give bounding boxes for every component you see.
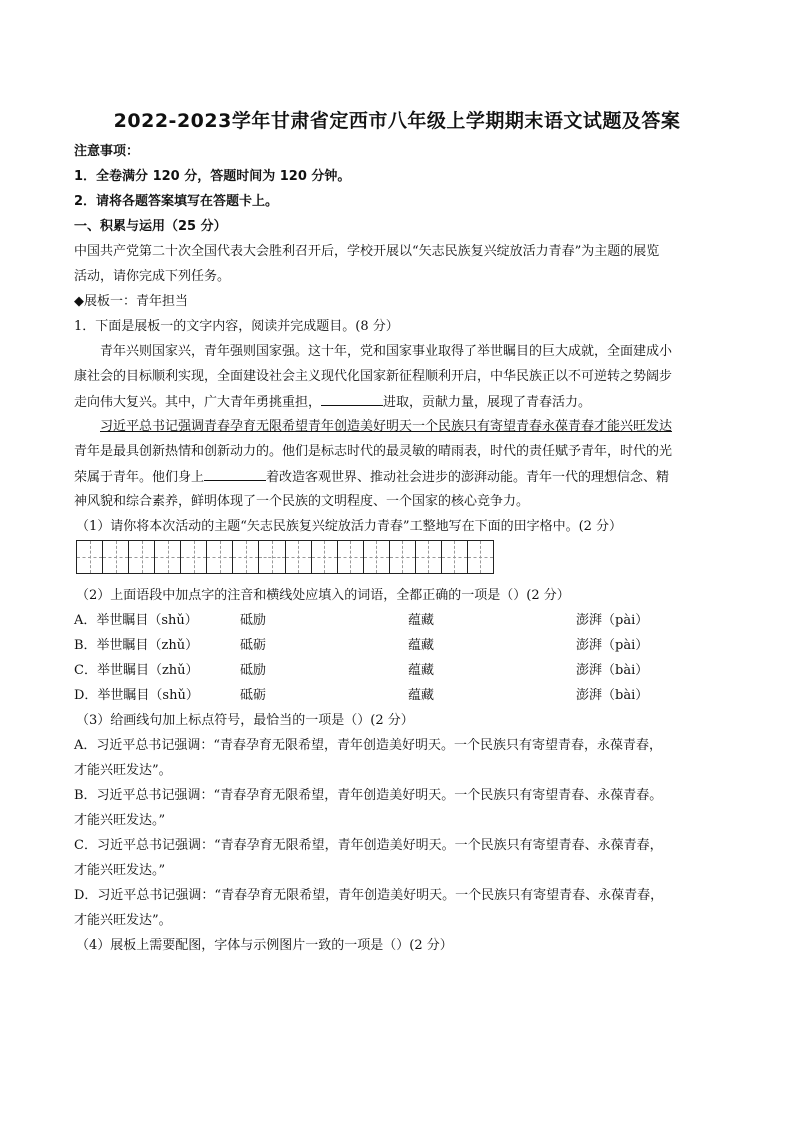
paragraph-2-line-2 [74,468,669,486]
paragraph-2-line-2-start: 荣属于青年。他们身上 [74,470,205,485]
option-d-col-1: D．举世瞩目（shǔ） [74,688,199,703]
grid-cell[interactable] [286,541,312,573]
option-a-col-1: A．举世瞩目（shǔ） [74,613,198,628]
option-c-col-3: 蕴藏 [408,663,435,678]
punctuation-option-c-line-1: C．习近平总书记强调：“青春孕育无限希望，青年创造美好明天。一个民族只有寄望青春、永葆青春， [74,838,663,853]
sub-question-2: （2）上面语段中加点字的注音和横线处应填入的词语，全都正确的一项是（）(2 分） [76,588,570,603]
grid-cell[interactable] [259,541,285,573]
punctuation-option-b-line-1: B．习近平总书记强调：“青春孕育无限希望，青年创造美好明天。一个民族只有寄望青春、永葆青春。 [74,788,663,803]
grid-cell[interactable] [233,541,259,573]
paragraph-2-line-1: 青年是最具创新热情和创新动力的。他们是标志时代的最灵敏的晴雨表，时代的责任赋予青年，时代的光 [74,444,673,459]
punctuation-option-a-line-1: A．习近平总书记强调：“青春孕育无限希望，青年创造美好明天。一个民族只有寄望青春，永葆青春， [74,738,663,753]
punctuation-option-c-line-2: 才能兴旺发达。” [74,863,166,878]
paragraph-1-line-3-end: 进取，贡献力量，展现了青春活力。 [383,395,592,410]
option-a-col-2: 砥励 [240,613,267,628]
paragraph-1-line-2: 康社会的目标顺利实现，全面建设社会主义现代化国家新征程顺利开启，中华民族正以不可逆转之势阔步 [74,369,673,384]
option-d-col-4: 澎湃（bài） [576,688,649,703]
notice-item-2: 2．请将各题答案填写在答题卡上。 [74,194,279,209]
sub-question-1: （1）请你将本次活动的主题“矢志民族复兴绽放活力青春”工整地写在下面的田字格中。(2 分） [76,519,623,534]
grid-cell[interactable] [338,541,364,573]
grid-cell[interactable] [312,541,338,573]
option-b-col-3: 蕴藏 [408,638,435,653]
option-a-col-3: 蕴藏 [408,613,435,628]
option-b-col-2: 砥砺 [240,638,267,653]
option-a-col-4: 澎湃（pài） [576,613,649,628]
paragraph-1-line-1: 青年兴则国家兴，青年强则国家强。这十年，党和国家事业取得了举世瞩目的巨大成就，全面建成小 [100,344,673,359]
tian-zi-grid[interactable] [76,540,494,574]
punctuation-option-b-line-2: 才能兴旺发达。” [74,813,166,828]
sub-question-3: （3）给画线句加上标点符号，最恰当的一项是（）(2 分） [76,713,414,728]
notice-item-1: 1．全卷满分 120 分，答题时间为 120 分钟。 [74,169,351,184]
board-one-label: ◆展板一：青年担当 [74,294,188,309]
grid-cell[interactable] [468,541,493,573]
paragraph-1-line-3 [74,393,591,411]
question-1: 1．下面是展板一的文字内容，阅读并完成题目。(8 分） [74,319,399,334]
option-d-col-3: 蕴藏 [408,688,435,703]
grid-cell[interactable] [129,541,155,573]
grid-cell[interactable] [181,541,207,573]
option-d-col-2: 砥砺 [240,688,267,703]
grid-cell[interactable] [103,541,129,573]
option-c-col-4: 澎湃（bài） [576,663,649,678]
underlined-sentence: 习近平总书记强调青春孕育无限希望青年创造美好明天一个民族只有寄望青春永葆青春才能兴旺发达 [100,419,673,434]
paragraph-1-line-3-start: 走向伟大复兴。其中，广大青年勇挑重担， [74,395,322,410]
punctuation-option-d-line-2: 才能兴旺发达”。 [74,913,172,928]
intro-line-2: 活动，请你完成下列任务。 [74,269,231,284]
option-b-col-4: 澎湃（pài） [576,638,649,653]
document-title: 2022-2023学年甘肃省定西市八年级上学期期末语文试题及答案 [113,110,681,132]
paragraph-2-line-3: 神风貌和综合素养，鲜明体现了一个民族的文明程度、一个国家的核心竞争力。 [74,494,530,509]
notice-heading: 注意事项： [74,144,140,159]
grid-cell[interactable] [364,541,390,573]
intro-line-1: 中国共产党第二十次全国代表大会胜利召开后，学校开展以“矢志民族复兴绽放活力青春”为主题的展览 [74,244,660,259]
fill-blank-1 [321,393,383,406]
grid-cell[interactable] [442,541,468,573]
sub-question-4: （4）展板上需要配图，字体与示例图片一致的一项是（）(2 分） [76,938,453,953]
grid-cell[interactable] [416,541,442,573]
grid-cell[interactable] [390,541,416,573]
punctuation-option-d-line-1: D．习近平总书记强调：“青春孕育无限希望，青年创造美好明天。一个民族只有寄望青春、永葆青春， [74,888,664,903]
grid-cell[interactable] [77,541,103,573]
option-c-col-1: C．举世瞩目（zhǔ） [74,663,199,678]
section-heading: 一、积累与运用（25 分） [74,219,227,234]
fill-blank-2 [204,468,266,481]
punctuation-option-a-line-2: 才能兴旺发达”。 [74,763,172,778]
option-c-col-2: 砥励 [240,663,267,678]
grid-cell[interactable] [155,541,181,573]
option-b-col-1: B．举世瞩目（zhǔ） [74,638,199,653]
paragraph-2-line-2-end: 着改造客观世界、推动社会进步的澎湃动能。青年一代的理想信念、精 [266,470,670,485]
grid-cell[interactable] [207,541,233,573]
